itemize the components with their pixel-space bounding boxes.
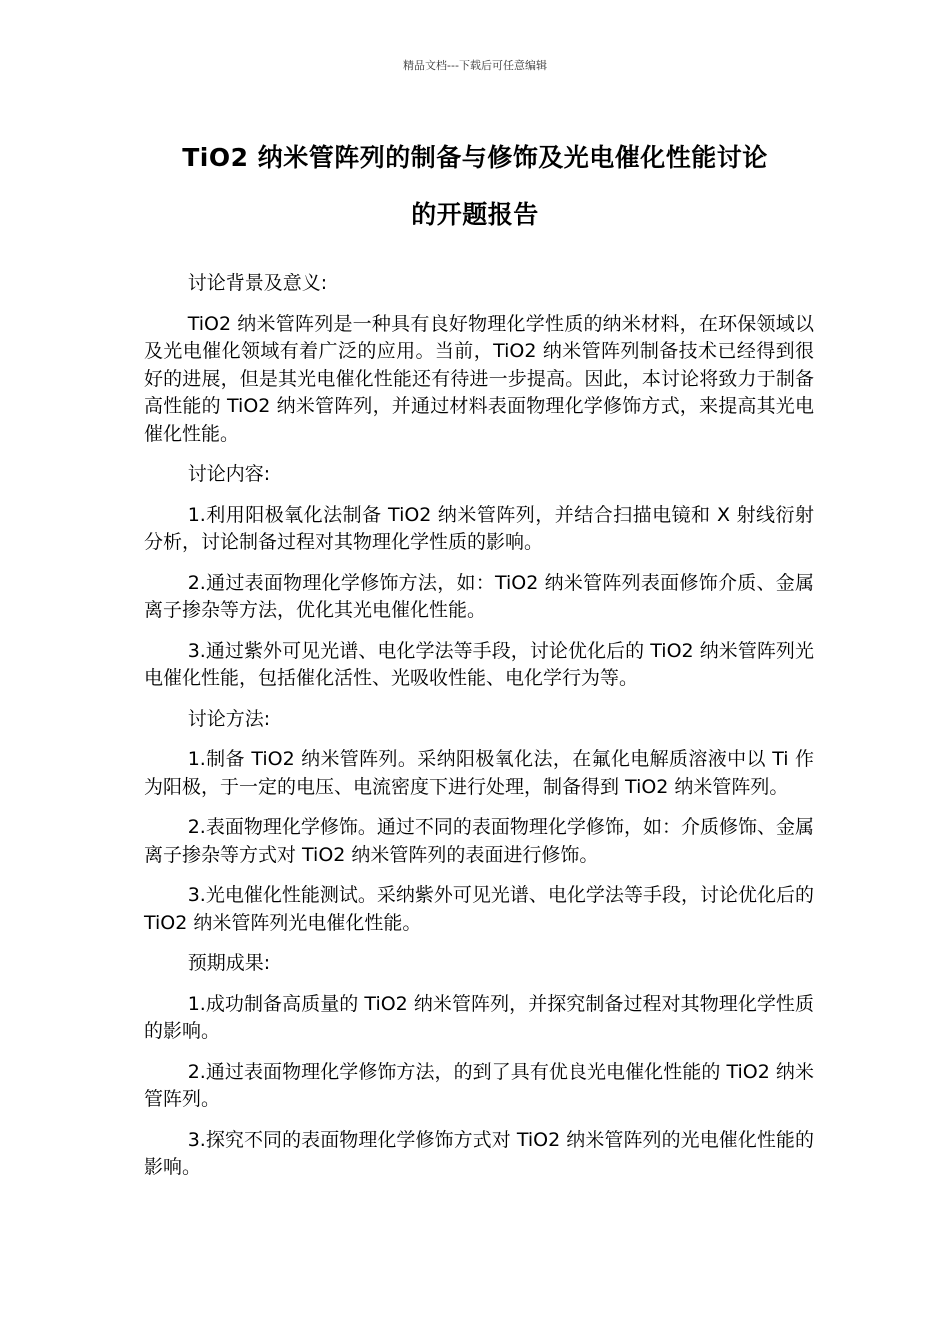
document-title-line-2: 的开题报告 (411, 200, 539, 229)
methods-item: 1.制备 TiO2 纳米管阵列。采纳阳极氧化法，在氟化电解质溶液中以 Ti 作为阳极，于一定的电压、电流密度下进行处理，制备得到 TiO2 纳米管阵列。 (144, 748, 814, 798)
header-note: 精品文档---下载后可任意编辑 (403, 59, 547, 72)
section-heading-background: 讨论背景及意义: (187, 272, 328, 294)
section-heading-results: 预期成果: (187, 952, 271, 974)
content-item: 2.通过表面物理化学修饰方法，如：TiO2 纳米管阵列表面修饰介质、金属离子掺杂等方法，优化其光电催化性能。 (144, 571, 814, 621)
section-heading-content: 讨论内容: (187, 463, 271, 485)
results-item: 1.成功制备高质量的 TiO2 纳米管阵列，并探究制备过程对其物理化学性质的影响。 (144, 992, 814, 1042)
content-item: 3.通过紫外可见光谱、电化学法等手段，讨论优化后的 TiO2 纳米管阵列光电催化性能，包括催化活性、光吸收性能、电化学行为等。 (144, 639, 814, 689)
results-item: 3.探究不同的表面物理化学修饰方式对 TiO2 纳米管阵列的光电催化性能的影响。 (144, 1128, 814, 1178)
methods-item: 3.光电催化性能测试。采纳紫外可见光谱、电化学法等手段，讨论优化后的 TiO2 纳米管阵列光电催化性能。 (144, 884, 814, 934)
section-heading-methods: 讨论方法: (187, 707, 271, 730)
document-body (144, 270, 814, 1195)
content-item: 1.利用阳极氧化法制备 TiO2 纳米管阵列，并结合扫描电镜和 X 射线衍射分析，讨论制备过程对其物理化学性质的影响。 (144, 503, 814, 553)
document-title-line-1: TiO2 纳米管阵列的制备与修饰及光电催化性能讨论 (182, 143, 768, 172)
results-item: 2.通过表面物理化学修饰方法，的到了具有优良光电催化性能的 TiO2 纳米管阵列。 (144, 1060, 814, 1110)
methods-item: 2.表面物理化学修饰。通过不同的表面物理化学修饰，如：介质修饰、金属离子掺杂等方式对 TiO2 纳米管阵列的表面进行修饰。 (144, 816, 814, 866)
background-paragraph: TiO2 纳米管阵列是一种具有良好物理化学性质的纳米材料，在环保领域以及光电催化领域有着广泛的应用。当前，TiO2 纳米管阵列制备技术已经得到很好的进展，但是其光电催化性能还有待进一步提高。因此，本讨论将致力于制备高性能的 TiO2 纳米管阵列，并通过材料表面物理化学修饰方式，来提高其光电催化性能。 (144, 312, 814, 445)
